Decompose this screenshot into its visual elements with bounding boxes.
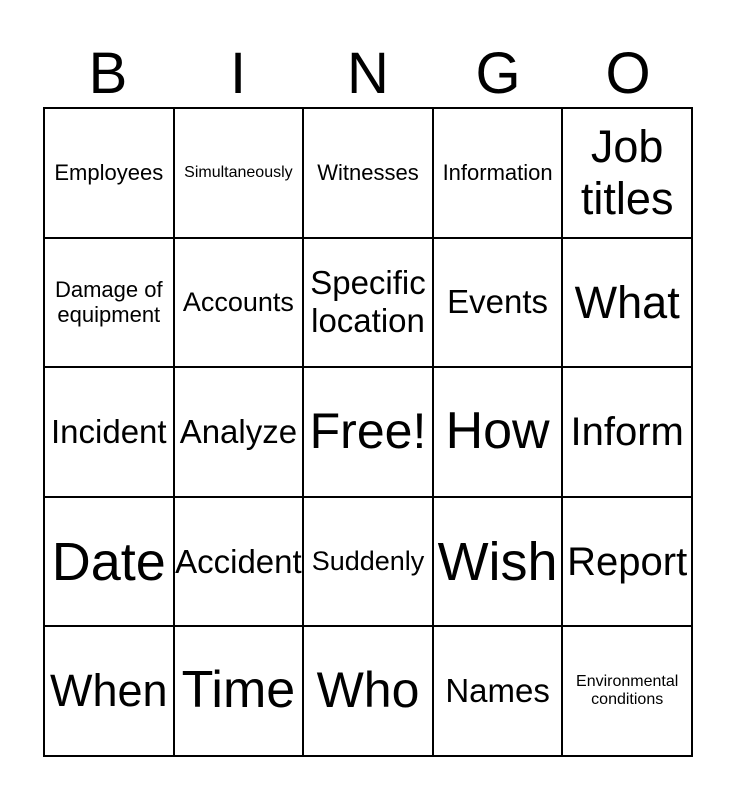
bingo-cell[interactable]: Events xyxy=(433,238,563,368)
bingo-header xyxy=(43,40,693,108)
bingo-cell[interactable]: How xyxy=(433,367,563,497)
header-letter-n: N xyxy=(347,41,389,106)
bingo-cell[interactable]: Inform xyxy=(562,367,692,497)
header-letter-o: O xyxy=(605,41,651,106)
bingo-cell[interactable]: Employees xyxy=(44,108,174,238)
bingo-cell[interactable]: Analyze xyxy=(174,367,304,497)
header-letter-b: B xyxy=(88,41,128,106)
bingo-cell[interactable]: Job titles xyxy=(562,108,692,238)
bingo-cell[interactable]: Wish xyxy=(433,497,563,627)
bingo-board xyxy=(43,107,693,757)
bingo-cell[interactable]: Names xyxy=(433,626,563,756)
bingo-cell[interactable]: Damage of equipment xyxy=(44,238,174,368)
bingo-cell[interactable]: Specific location xyxy=(303,238,433,368)
bingo-cell[interactable]: Simultaneously xyxy=(174,108,304,238)
free-space-cell[interactable]: Free! xyxy=(303,367,433,497)
bingo-cell[interactable]: Witnesses xyxy=(303,108,433,238)
bingo-cell[interactable]: Suddenly xyxy=(303,497,433,627)
bingo-cell[interactable]: Accounts xyxy=(174,238,304,368)
bingo-cell[interactable]: When xyxy=(44,626,174,756)
bingo-cell[interactable]: Incident xyxy=(44,367,174,497)
bingo-cell[interactable]: What xyxy=(562,238,692,368)
bingo-cell[interactable]: Time xyxy=(174,626,304,756)
bingo-cell[interactable]: Accident xyxy=(174,497,304,627)
bingo-cell[interactable]: Report xyxy=(562,497,692,627)
header-letter-g: G xyxy=(475,41,521,106)
bingo-cell[interactable]: Environmental conditions xyxy=(562,626,692,756)
bingo-cell[interactable]: Date xyxy=(44,497,174,627)
header-letter-i: I xyxy=(229,41,247,106)
bingo-cell[interactable]: Who xyxy=(303,626,433,756)
bingo-cell[interactable]: Information xyxy=(433,108,563,238)
